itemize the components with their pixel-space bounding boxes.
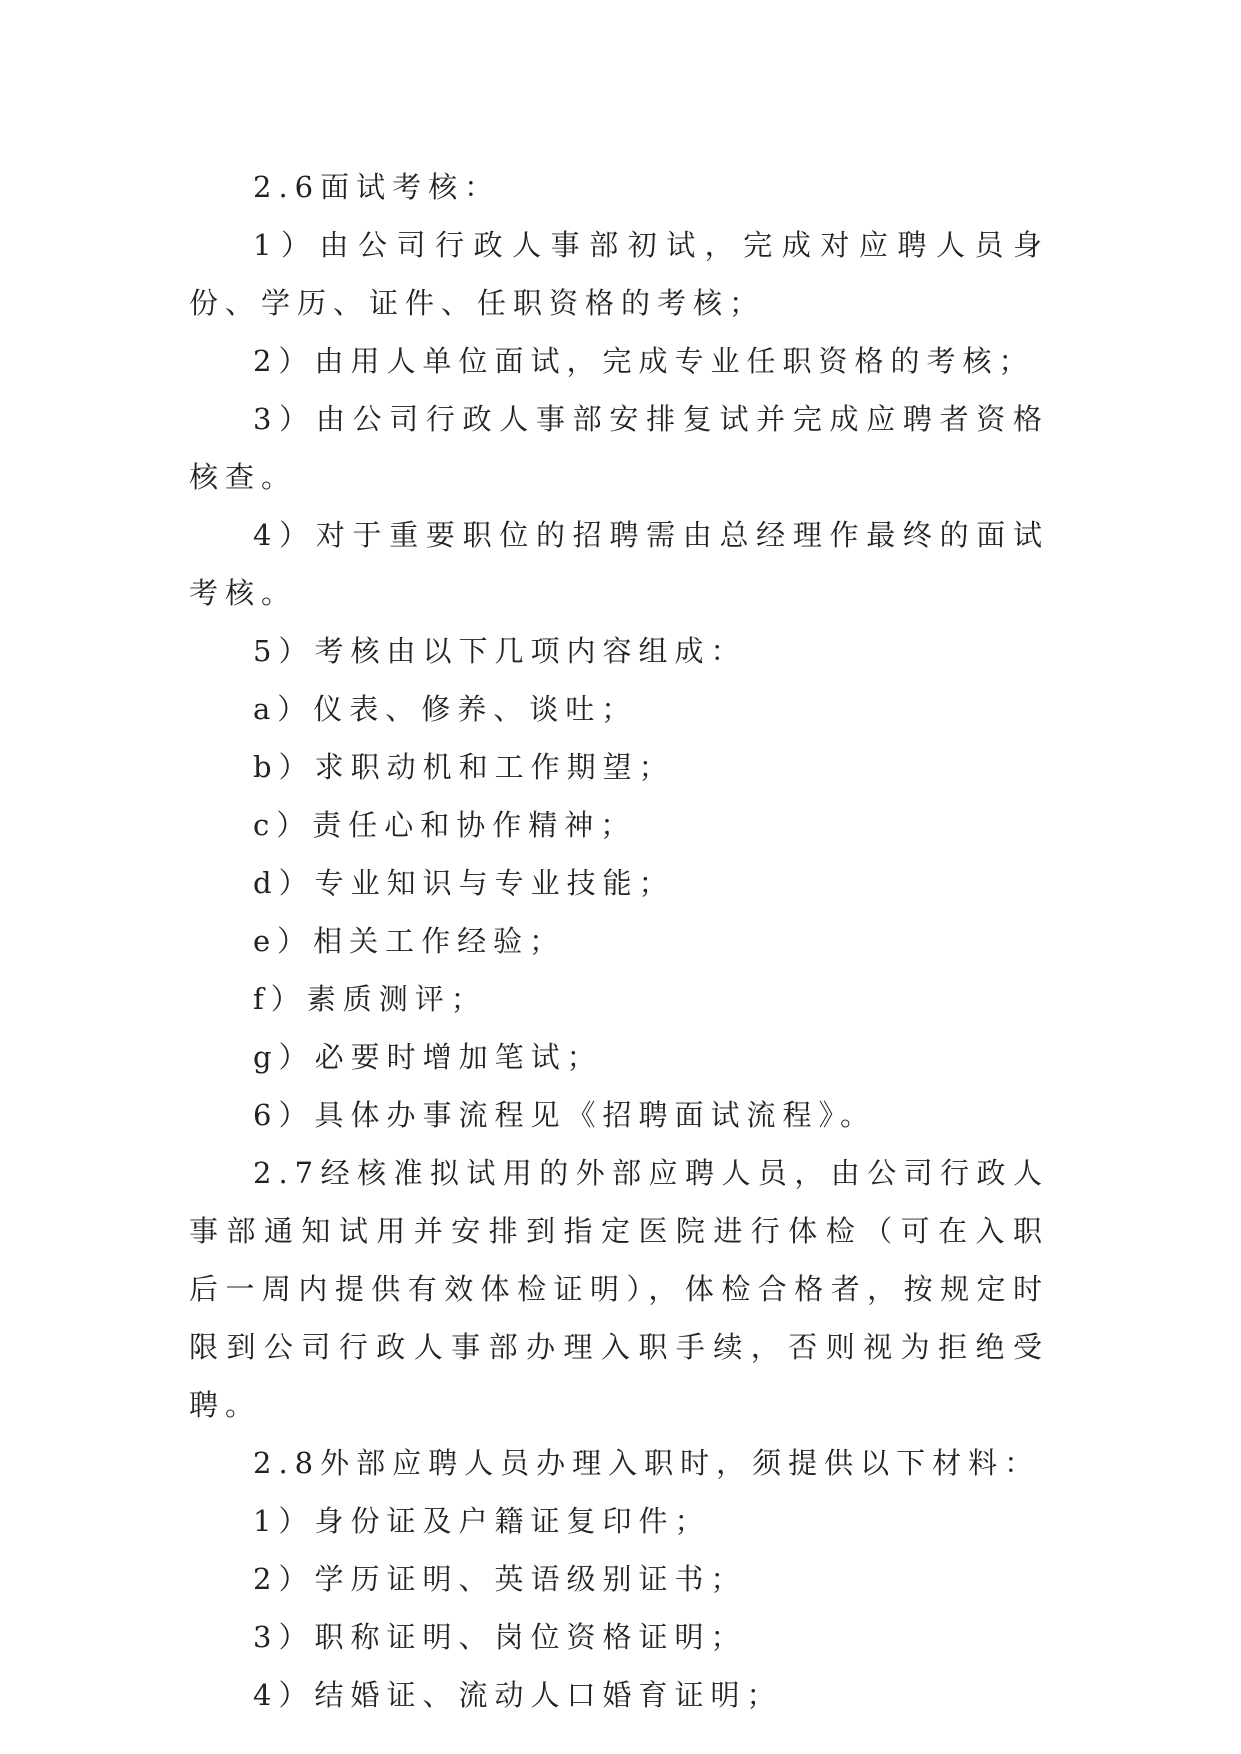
list-item: 1）身份证及户籍证复印件； bbox=[253, 1504, 711, 1538]
sub-list-item: b）求职动机和工作期望； bbox=[253, 750, 675, 784]
list-item: 4）结婚证、流动人口婚育证明； bbox=[253, 1678, 783, 1712]
sub-list-item: g）必要时增加笔试； bbox=[253, 1040, 603, 1074]
sub-list-item: f）素质测评； bbox=[253, 982, 487, 1016]
sub-list-item: a）仪表、修养、谈吐； bbox=[253, 692, 638, 726]
section-paragraph-2-7: 2.7经核准拟试用的外部应聘人员，由公司行政人事部通知试用并安排到指定医院进行体检（可在入职后一周内提供有效体检证明），体检合格者，按规定时限到公司行政人事部办理入职手续，否则视为拒绝受聘。 bbox=[189, 1156, 1049, 1422]
list-item: 1）由公司行政人事部初试，完成对应聘人员身份、学历、证件、任职资格的考核； bbox=[189, 228, 1049, 320]
section-heading-2-8: 2.8外部应聘人员办理入职时，须提供以下材料： bbox=[253, 1446, 1041, 1480]
list-item: 2）学历证明、英语级别证书； bbox=[253, 1562, 747, 1596]
sub-list-item: c）责任心和协作精神； bbox=[253, 808, 637, 842]
list-item: 3）职称证明、岗位资格证明； bbox=[253, 1620, 747, 1654]
list-item: 2）由用人单位面试，完成专业任职资格的考核； bbox=[253, 344, 1035, 378]
section-heading-2-6: 2.6面试考核： bbox=[253, 170, 501, 204]
sub-list-item: e）相关工作经验； bbox=[253, 924, 566, 958]
sub-list-item: d）专业知识与专业技能； bbox=[253, 866, 675, 900]
list-item: 6）具体办事流程见《招聘面试流程》。 bbox=[253, 1098, 876, 1132]
list-item: 3）由公司行政人事部安排复试并完成应聘者资格核查。 bbox=[189, 402, 1049, 494]
list-item: 4）对于重要职位的招聘需由总经理作最终的面试考核。 bbox=[189, 518, 1049, 610]
document-body bbox=[189, 158, 1049, 1724]
list-item: 5）考核由以下几项内容组成： bbox=[253, 634, 747, 668]
